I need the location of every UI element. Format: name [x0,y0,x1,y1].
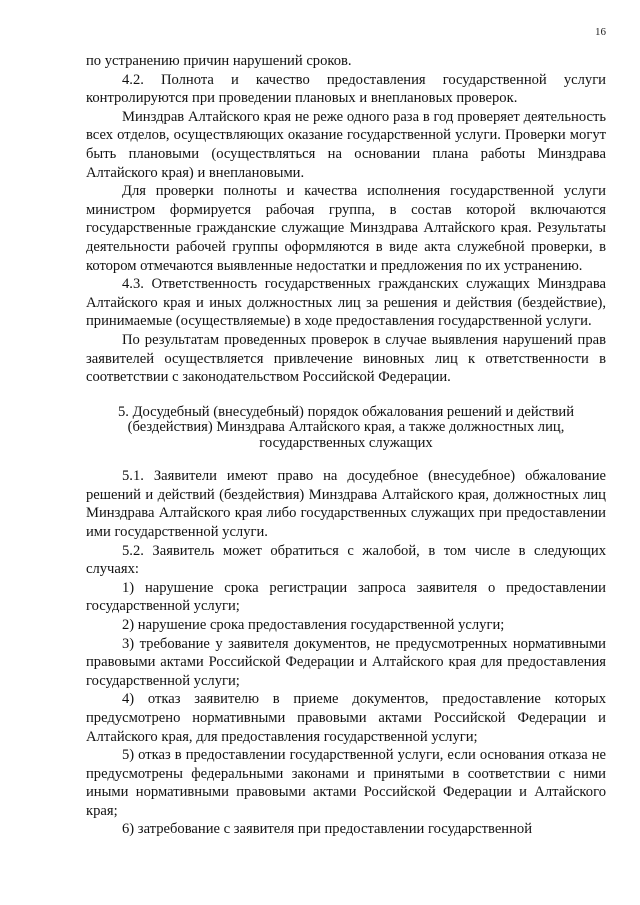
paragraph: 1) нарушение срока регистрации запроса заявителя о предоставлении государственной услуги; [86,579,606,615]
paragraph: Минздрав Алтайского края не реже одного раза в год проверяет деятельность всех отделов, осуществляющих оказание государственной услуги. Проверки могут быть плановыми (осуществляться на основании плана работы Минздрава Алтайского края) и внеплановыми. [86,108,606,181]
document-body [86,52,606,839]
section-4-continuation [86,52,606,387]
paragraph: 3) требование у заявителя документов, не предусмотренных нормативными правовыми актами Российской Федерации и Алтайского края для предоставления государственной услуги; [86,635,606,689]
section-heading: 5. Досудебный (внесудебный) порядок обжалования решений и действий (бездействия) Минздрава Алтайского края, а также должностных лиц, государственных служащих [117,403,575,451]
section-5-body [86,467,606,839]
page-number: 16 [595,26,606,38]
paragraph: 5) отказ в предоставлении государственной услуги, если основания отказа не предусмотрены федеральными законами и принятыми в соответствии с ними иными нормативными правовыми актами Российской Федерации и Алтайского края; [86,747,606,819]
paragraph: 4.2. Полнота и качество предоставления государственной услуги контролируются при проведении плановых и внеплановых проверок. [86,71,606,107]
paragraph: 2) нарушение срока предоставления государственной услуги; [122,616,505,633]
paragraph: по устранению причин нарушений сроков. [86,53,352,69]
paragraph: 4.3. Ответственность государственных гражданских служащих Минздрава Алтайского края и иных должностных лиц за решения и действия (бездействие), принимаемые (осуществляемые) в ходе предоставления государственной услуги. [86,276,606,330]
paragraph: Для проверки полноты и качества исполнения государственной услуги министром формируется рабочая группа, в состав которой включаются государственные гражданские служащие Минздрава Алтайского края. Результаты деятельности рабочей группы оформляются в виде акта служебной проверки, в котором отмечаются выявленные недостатки и предложения по их устранению. [86,183,606,274]
paragraph: 5.2. Заявитель может обратиться с жалобой, в том числе в следующих случаях: [86,542,606,578]
paragraph: 5.1. Заявители имеют право на досудебное (внесудебное) обжалование решений и действий (бездействия) Минздрава Алтайского края, должностных лиц Минздрава Алтайского края либо государственных служащих при предоставлении ими государственной услуги. [86,468,606,540]
paragraph: По результатам проведенных проверок в случае выявления нарушений прав заявителей осуществляется привлечение виновных лиц к ответственности в соответствии с законодательством Российской Федерации. [86,331,606,386]
paragraph: 4) отказ заявителю в приеме документов, предоставление которых предусмотрено нормативными правовыми актами Российской Федерации и Алтайского края, для предоставления государственной услуги; [86,691,606,745]
paragraph: 6) затребование с заявителя при предоставлении государственной [122,821,533,838]
